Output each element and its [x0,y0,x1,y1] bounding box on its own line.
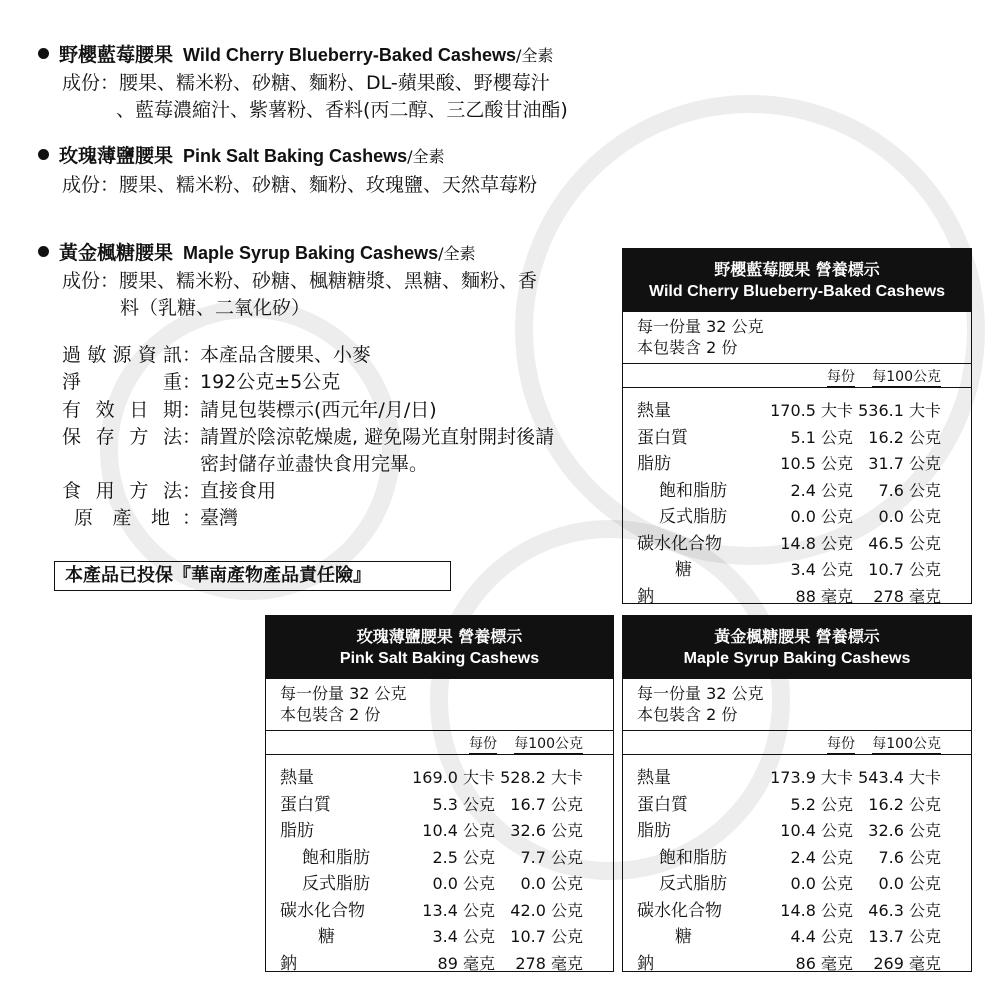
nutrition-row [623,447,971,474]
col-per-serving: 每份 [827,366,855,387]
col-per-100g: 每100公克 [514,733,583,754]
value-per-serving: 10.4 公克 [422,821,495,840]
nutrient-name: 反式脂肪 [659,507,727,527]
nutrient-name: 蛋白質 [637,427,688,448]
servings-per-pack: 本包裝含 2 份 [637,705,738,724]
nutrient-name: 熱量 [637,401,671,421]
nutrition-title-en: Wild Cherry Blueberry-Baked Cashews [649,283,945,300]
nutrition-row [623,788,971,815]
value-per-serving: 0.0 公克 [790,507,853,526]
nutrition-table-maple [622,615,972,972]
info-net-weight: 淨重：192公克±5公克 [62,367,340,394]
nutrition-title-zh: 黃金楓糖腰果 營養標示 [714,627,880,646]
info-expiry: 有效日期：請見包裝標示(西元年/月/日) [62,395,437,422]
value-per-100g: 536.1 大卡 [858,401,941,420]
product-tag: /全素 [515,46,554,65]
info-value: 請見包裝標示(西元年/月/日) [200,399,437,421]
value-per-serving: 169.0 大卡 [412,768,495,787]
value-per-serving: 5.3 公克 [432,794,495,814]
ingredients-line: 料（乳糖、二氧化矽） [120,297,311,319]
nutrition-header [266,616,613,679]
nutrition-row [623,841,971,868]
info-origin: 原產地 ：臺灣 [62,503,238,530]
value-per-serving: 3.4 公克 [432,927,495,946]
nutrient-name: 熱量 [280,768,314,788]
column-header [623,364,971,388]
value-per-serving: 3.4 公克 [790,560,853,579]
nutrient-name: 糖 [675,560,692,580]
serving-info [623,312,971,364]
nutrition-row [623,894,971,921]
nutrition-header [623,616,971,679]
col-per-serving: 每份 [469,733,497,754]
nutrient-name: 碳水化合物 [637,900,722,921]
product-name-zh: 野櫻藍莓腰果 [59,44,174,66]
value-per-serving: 10.5 公克 [780,454,853,473]
serving-size: 每一份量 32 公克 [637,684,764,703]
nutrition-row [266,894,613,921]
value-per-serving: 4.4 公克 [790,927,853,946]
nutrition-row [623,814,971,841]
serving-size: 每一份量 32 公克 [637,317,764,336]
value-per-100g: 32.6 公克 [510,821,583,840]
value-per-100g: 278 毫克 [515,953,583,973]
value-per-serving: 13.4 公克 [422,900,495,920]
bullet-icon [38,48,49,59]
nutrition-row [623,500,971,527]
value-per-100g: 7.7 公克 [520,847,583,867]
nutrition-header [623,249,971,312]
nutrition-row [623,920,971,947]
value-per-100g: 543.4 大卡 [858,768,941,787]
info-storage: 保存方法：請置於陰涼乾燥處, 避免陽光直射開封後請 [62,422,554,449]
info-label: 淨重 [62,371,182,393]
value-per-100g: 31.7 公克 [868,454,941,473]
value-per-100g: 10.7 公克 [510,927,583,946]
nutrient-name: 脂肪 [280,821,314,841]
info-label: 原產地 [74,507,170,529]
value-per-100g: 46.3 公克 [868,900,941,920]
nutrition-row [266,920,613,947]
col-per-100g: 每100公克 [872,733,941,754]
value-per-100g: 13.7 公克 [868,927,941,946]
nutrition-row [623,580,971,607]
nutrient-name: 蛋白質 [280,794,331,815]
nutrient-name: 糖 [675,927,692,947]
col-per-100g: 每100公克 [872,366,941,387]
info-value: 直接食用 [200,480,277,502]
ingredients-line: 成份：腰果、糯米粉、砂糖、麵粉、玫瑰鹽、天然草莓粉 [62,174,538,196]
nutrition-row [266,788,613,815]
bullet-icon [38,246,49,257]
nutrition-rows [623,388,971,606]
nutrition-row [623,947,971,974]
value-per-100g: 16.7 公克 [510,794,583,814]
value-per-serving: 88 毫克 [795,586,853,606]
value-per-serving: 0.0 公克 [432,874,495,893]
nutrition-title-zh: 野櫻藍莓腰果 營養標示 [714,260,880,279]
nutrient-name: 反式脂肪 [659,874,727,894]
nutrient-name: 飽和脂肪 [659,480,727,501]
product-name-en: Pink Salt Baking Cashews [183,146,408,166]
nutrient-name: 脂肪 [637,821,671,841]
nutrient-name: 鈉 [280,953,297,974]
info-value: 臺灣 [200,507,239,529]
nutrition-row [266,947,613,974]
product-tag: /全素 [407,147,445,166]
value-per-serving: 0.0 公克 [790,874,853,893]
nutrient-name: 蛋白質 [637,794,688,815]
info-value: 請置於陰涼乾燥處, 避免陽光直射開封後請 [200,426,555,448]
nutrient-name: 糖 [318,927,335,947]
insurance-notice: 本產品已投保『華南產物產品責任險』 [54,561,451,591]
nutrition-row [623,474,971,501]
col-per-serving: 每份 [827,733,855,754]
product-title-wild-cherry [38,40,553,67]
value-per-100g: 42.0 公克 [510,900,583,920]
nutrient-name: 鈉 [637,586,654,607]
value-per-100g: 10.7 公克 [868,560,941,579]
product-tag: /全素 [438,244,476,263]
ingredients-line: 成份：腰果、糯米粉、砂糖、麵粉、DL-蘋果酸、野櫻莓汁 [62,72,550,94]
nutrition-table-pink-salt [265,615,614,972]
ingredients-line: 成份：腰果、糯米粉、砂糖、楓糖糖漿、黑糖、麵粉、香 [62,270,538,292]
value-per-100g: 269 毫克 [873,953,941,973]
product-name-zh: 玫瑰薄鹽腰果 [59,145,174,167]
value-per-serving: 14.8 公克 [780,900,853,920]
nutrition-rows [623,755,971,973]
servings-per-pack: 本包裝含 2 份 [637,338,738,357]
nutrient-name: 鈉 [637,953,654,974]
nutrient-name: 飽和脂肪 [302,847,370,868]
product-title-pink-salt [38,141,445,168]
product-name-en: Wild Cherry Blueberry-Baked Cashews [183,45,516,65]
value-per-serving: 5.1 公克 [790,427,853,447]
value-per-100g: 0.0 公克 [878,507,941,526]
value-per-serving: 86 毫克 [795,953,853,973]
info-allergen: 過敏源資訊：本產品含腰果、小麥 [62,340,371,367]
nutrition-rows [266,755,613,973]
value-per-100g: 16.2 公克 [868,427,941,447]
nutrient-name: 反式脂肪 [302,874,370,894]
nutrition-row [623,394,971,421]
value-per-100g: 46.5 公克 [868,533,941,553]
nutrition-title-en: Pink Salt Baking Cashews [339,650,540,667]
nutrition-title-en: Maple Syrup Baking Cashews [683,650,911,667]
nutrition-row [623,421,971,448]
value-per-100g: 278 毫克 [873,586,941,606]
info-value: 192公克±5公克 [200,371,341,393]
info-label: 食用方法 [62,480,182,502]
value-per-100g: 16.2 公克 [868,794,941,814]
serving-info [623,679,971,731]
value-per-serving: 170.5 大卡 [770,401,853,420]
nutrient-name: 熱量 [637,768,671,788]
nutrition-row [266,814,613,841]
value-per-100g: 7.6 公克 [878,847,941,867]
nutrition-row [623,553,971,580]
nutrient-name: 碳水化合物 [280,900,365,921]
value-per-serving: 5.2 公克 [790,794,853,814]
nutrient-name: 脂肪 [637,454,671,474]
ingredients-line: 、藍莓濃縮汁、紫薯粉、香料(丙二醇、三乙酸甘油酯) [116,99,568,121]
info-storage-cont: 密封儲存並盡快食用完畢。 [200,453,429,475]
value-per-100g: 0.0 公克 [520,874,583,893]
serving-size: 每一份量 32 公克 [280,684,407,703]
nutrition-row [266,841,613,868]
column-header [623,731,971,755]
nutrition-title-zh: 玫瑰薄鹽腰果 營養標示 [356,627,523,646]
product-name-zh: 黃金楓糖腰果 [59,242,174,264]
value-per-100g: 528.2 大卡 [500,768,583,787]
value-per-serving: 14.8 公克 [780,533,853,553]
info-label: 有效日期 [62,399,182,421]
value-per-serving: 89 毫克 [437,953,495,973]
servings-per-pack: 本包裝含 2 份 [280,705,381,724]
bullet-icon [38,149,49,160]
product-name-en: Maple Syrup Baking Cashews [183,243,439,263]
nutrition-row [623,867,971,894]
info-usage: 食用方法：直接食用 [62,476,276,503]
value-per-serving: 2.4 公克 [790,480,853,500]
value-per-serving: 2.4 公克 [790,847,853,867]
nutrition-table-wild-cherry [622,248,972,607]
nutrition-row [623,527,971,554]
value-per-serving: 2.5 公克 [432,847,495,867]
nutrition-row [623,761,971,788]
nutrient-name: 碳水化合物 [637,533,722,554]
value-per-100g: 0.0 公克 [878,874,941,893]
nutrition-row [266,761,613,788]
nutrition-row [266,867,613,894]
value-per-100g: 32.6 公克 [868,821,941,840]
column-header [266,731,613,755]
serving-info [266,679,613,731]
value-per-100g: 7.6 公克 [878,480,941,500]
info-label: 保存方法 [62,426,182,448]
nutrient-name: 飽和脂肪 [659,847,727,868]
value-per-serving: 10.4 公克 [780,821,853,840]
info-label: 過敏源資訊 [62,344,182,366]
value-per-serving: 173.9 大卡 [770,768,853,787]
product-title-maple [38,238,476,265]
info-value: 本產品含腰果、小麥 [200,344,372,366]
